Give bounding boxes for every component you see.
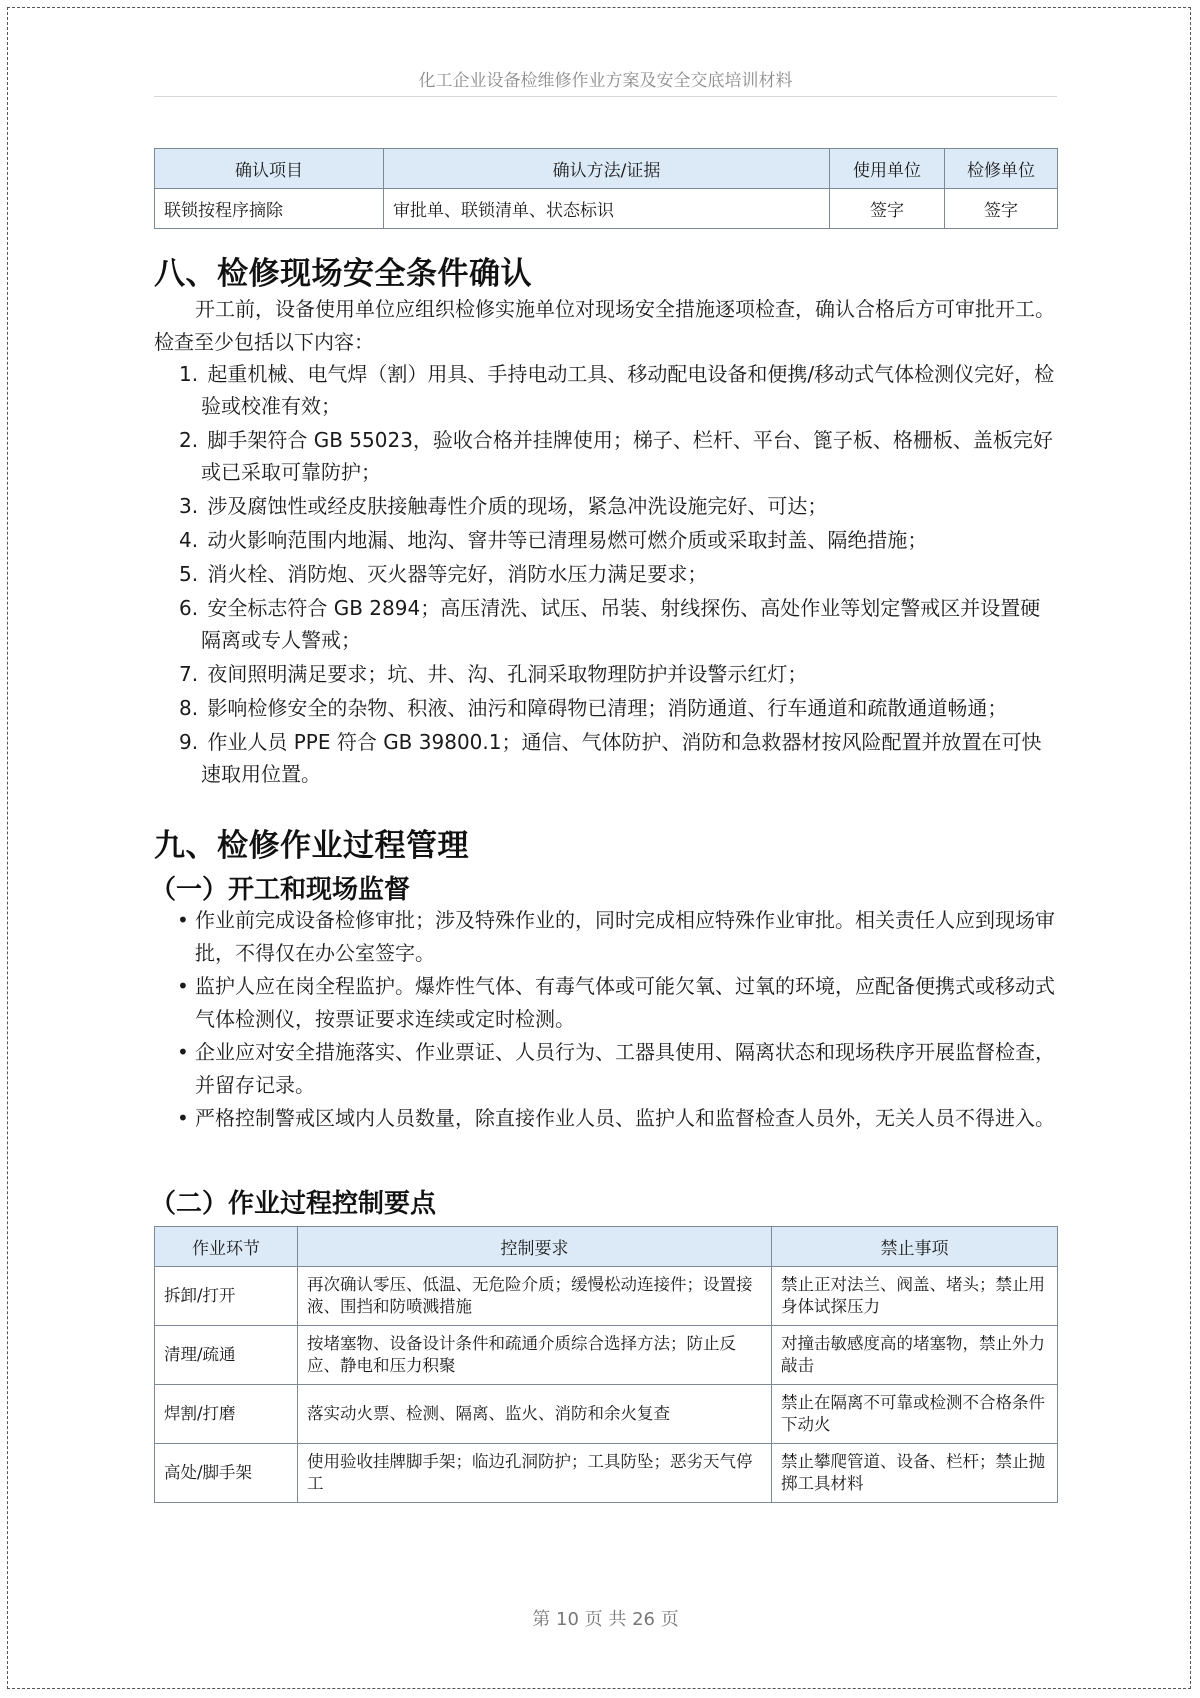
- column-header: 作业环节: [155, 1227, 298, 1267]
- list-text: 夜间照明满足要求；坑、井、沟、孔洞采取物理防护并设警示红灯；: [207, 662, 808, 686]
- table-row: [155, 1385, 1058, 1444]
- section-8-intro: 开工前，设备使用单位应组织检修实施单位对现场安全措施逐项检查，确认合格后方可审批开工。检查至少包括以下内容：: [154, 297, 1055, 354]
- table-cell: 对撞击敏感度高的堵塞物，禁止外力敲击: [772, 1326, 1058, 1385]
- table-cell: 联锁按程序摘除: [155, 189, 384, 229]
- table-cell: 按堵塞物、设备设计条件和疏通介质综合选择方法；防止反应、静电和压力积聚: [298, 1326, 772, 1385]
- table-cell: 焊割/打磨: [155, 1385, 298, 1444]
- column-header: 控制要求: [298, 1227, 772, 1267]
- table-cell: 再次确认零压、低温、无危险介质；缓慢松动连接件；设置接液、围挡和防喷溅措施: [298, 1267, 772, 1326]
- column-header: 检修单位: [945, 149, 1058, 189]
- list-text: 作业人员 PPE 符合 GB 39800.1；通信、气体防护、消防和急救器材按风险配置并放置在可快速取用位置。: [201, 730, 1042, 786]
- list-item: [154, 658, 1057, 690]
- list-item: [154, 424, 1057, 488]
- list-text: 作业前完成设备检修审批；涉及特殊作业的，同时完成相应特殊作业审批。相关责任人应到现场审批，不得仅在办公室签字。: [195, 908, 1055, 965]
- column-header: 禁止事项: [772, 1227, 1058, 1267]
- table-cell: 使用验收挂牌脚手架；临边孔洞防护；工具防坠；恶劣天气停工: [298, 1444, 772, 1503]
- list-item: [154, 490, 1057, 522]
- list-item: [154, 524, 1057, 556]
- list-item: [154, 904, 1057, 970]
- column-header: 确认项目: [155, 149, 384, 189]
- list-text: 监护人应在岗全程监护。爆炸性气体、有毒气体或可能欠氧、过氧的环境，应配备便携式或移动式气体检测仪，按票证要求连续或定时检测。: [195, 974, 1055, 1031]
- section-8-heading: 八、检修现场安全条件确认: [154, 256, 532, 292]
- list-number: 2.: [179, 428, 199, 452]
- table-cell: 禁止攀爬管道、设备、栏杆；禁止抛掷工具材料: [772, 1444, 1058, 1503]
- table-cell: 拆卸/打开: [155, 1267, 298, 1326]
- running-header: 化工企业设备检维修作业方案及安全交底培训材料: [418, 71, 793, 91]
- table-cell: 高处/脚手架: [155, 1444, 298, 1503]
- section-9-heading: 九、检修作业过程管理: [154, 828, 469, 864]
- list-text: 严格控制警戒区域内人员数量，除直接作业人员、监护人和监督检查人员外，无关人员不得进入。: [195, 1106, 1055, 1130]
- list-number: 8.: [179, 696, 199, 720]
- table-row: [155, 1444, 1058, 1503]
- column-header: 使用单位: [830, 149, 945, 189]
- list-number: 4.: [179, 528, 199, 552]
- subsection-1-heading: （一）开工和现场监督: [150, 875, 411, 905]
- list-number: 5.: [179, 562, 199, 586]
- list-item: [154, 592, 1057, 656]
- bullet-icon: •: [177, 908, 189, 932]
- table-row: [155, 1267, 1058, 1326]
- table-cell: 审批单、联锁清单、状态标识: [384, 189, 830, 229]
- list-item: [154, 558, 1057, 590]
- table-cell: 清理/疏通: [155, 1326, 298, 1385]
- subsection-2-heading: （二）作业过程控制要点: [150, 1189, 437, 1219]
- check-list: [154, 358, 1057, 792]
- bullet-icon: •: [177, 1040, 189, 1064]
- table-header-row: [155, 1227, 1058, 1267]
- supervision-list: [154, 904, 1057, 1135]
- list-number: 3.: [179, 494, 199, 518]
- list-text: 消火栓、消防炮、灭火器等完好，消防水压力满足要求；: [207, 562, 708, 586]
- list-text: 涉及腐蚀性或经皮肤接触毒性介质的现场，紧急冲洗设施完好、可达；: [207, 494, 828, 518]
- list-text: 动火影响范围内地漏、地沟、窨井等已清理易燃可燃介质或采取封盖、隔绝措施；: [207, 528, 928, 552]
- list-text: 影响检修安全的杂物、积液、油污和障碍物已清理；消防通道、行车通道和疏散通道畅通；: [207, 696, 1008, 720]
- table-header-row: [155, 149, 1058, 189]
- list-number: 9.: [179, 730, 199, 754]
- column-header: 确认方法/证据: [384, 149, 830, 189]
- control-table: [154, 1226, 1058, 1503]
- list-text: 企业应对安全措施落实、作业票证、人员行为、工器具使用、隔离状态和现场秩序开展监督检查，并留存记录。: [195, 1040, 1055, 1097]
- table-cell: 落实动火票、检测、隔离、监火、消防和余火复查: [298, 1385, 772, 1444]
- list-item: [154, 726, 1057, 790]
- table-cell: 禁止在隔离不可靠或检测不合格条件下动火: [772, 1385, 1058, 1444]
- bullet-icon: •: [177, 1106, 189, 1130]
- table-cell: 禁止正对法兰、阀盖、堵头；禁止用身体试探压力: [772, 1267, 1058, 1326]
- page-number-footer: 第 10 页 共 26 页: [532, 1609, 679, 1630]
- list-number: 6.: [179, 596, 199, 620]
- table-row: [155, 189, 1058, 229]
- list-item: [154, 970, 1057, 1036]
- list-item: [154, 358, 1057, 422]
- list-item: [154, 692, 1057, 724]
- header-rule: [154, 96, 1057, 97]
- list-item: [154, 1102, 1057, 1135]
- confirm-table: [154, 148, 1058, 229]
- list-text: 安全标志符合 GB 2894；高压清洗、试压、吊装、射线探伤、高处作业等划定警戒区并设置硬隔离或专人警戒；: [201, 596, 1041, 652]
- list-number: 7.: [179, 662, 199, 686]
- list-text: 起重机械、电气焊（割）用具、手持电动工具、移动配电设备和便携/移动式气体检测仪完好，检验或校准有效；: [201, 362, 1055, 418]
- bullet-icon: •: [177, 974, 189, 998]
- list-text: 脚手架符合 GB 55023，验收合格并挂牌使用；梯子、栏杆、平台、篦子板、格栅板、盖板完好或已采取可靠防护；: [201, 428, 1053, 484]
- list-number: 1.: [179, 362, 199, 386]
- table-cell: 签字: [945, 189, 1058, 229]
- table-cell: 签字: [830, 189, 945, 229]
- list-item: [154, 1036, 1057, 1102]
- table-row: [155, 1326, 1058, 1385]
